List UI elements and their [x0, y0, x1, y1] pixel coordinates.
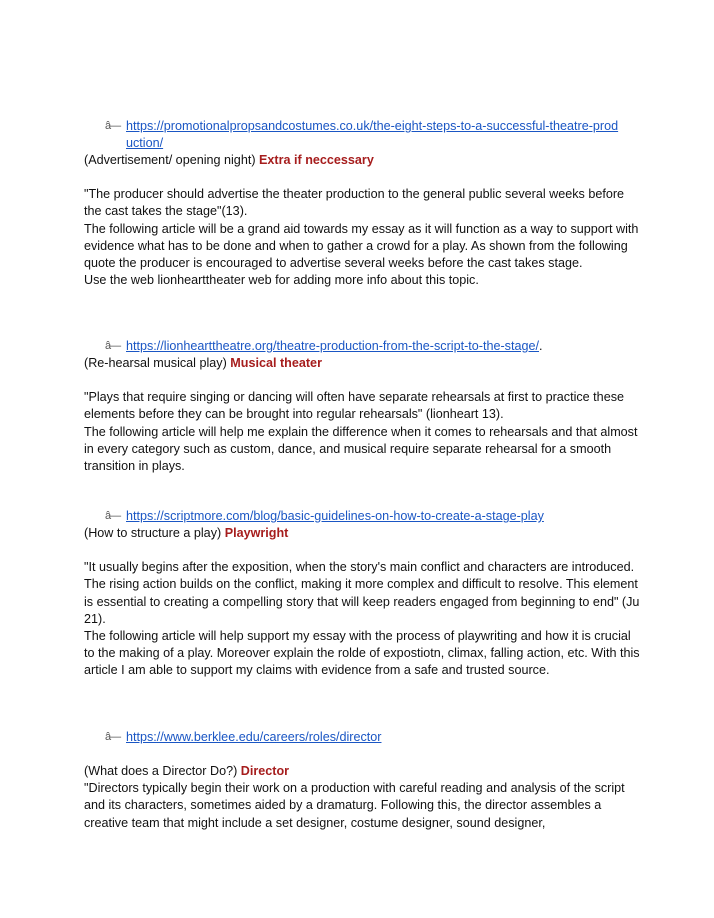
source-url-link[interactable]: https://www.berklee.edu/careers/roles/director: [126, 730, 382, 744]
topic-text: (What does a Director Do?): [84, 764, 241, 778]
url-tail: .: [539, 339, 543, 353]
source-link-line: [84, 338, 644, 355]
quote-text: "Directors typically begin their work on a production with careful reading and analysis of the script and its characters, sometimes aided by a dramaturg. Following this, the director assembles a creative team that might include a set designer, costume designer, sound designer,: [84, 781, 625, 830]
bullet-glyph: â—: [105, 340, 121, 352]
source-link-line: [84, 508, 644, 525]
topic-text: (How to structure a play): [84, 526, 225, 540]
quote-text: "The producer should advertise the theater production to the general public several weeks before the cast takes the stage"(13).: [84, 187, 625, 219]
source-url-link[interactable]: https://lionhearttheatre.org/theatre-production-from-the-script-to-the-stage/: [126, 339, 539, 353]
topic-keyword: Extra if neccessary: [259, 153, 374, 167]
topic-line: [84, 763, 644, 780]
topic-text: (Re-hearsal musical play): [84, 356, 231, 370]
quote-text: "Plays that require singing or dancing will often have separate rehearsals at first to practice these elements before they can be brought into regular rehearsals" (lionheart 13).: [84, 390, 624, 422]
source-url-link[interactable]: https://scriptmore.com/blog/basic-guidelines-on-how-to-create-a-stage-play: [126, 509, 544, 523]
extra-note: Use the web lionhearttheater web for adding more info about this topic.: [84, 273, 479, 288]
topic-line: [84, 355, 644, 372]
source-entry-4: [84, 729, 644, 832]
quote-text: "It usually begins after the exposition, when the story's main conflict and characters are introduced. The rising action builds on the conflict, making it more complex and difficult to resolve. This element is essential to creating a compelling story that will keep readers engaged from beginning to end" (Ju 21).: [84, 560, 640, 626]
bullet-glyph: â—: [105, 510, 121, 522]
topic-keyword: Playwright: [224, 526, 289, 540]
commentary-text: The following article will be a grand aid towards my essay as it will function as a way to support with evidence what has to be done and when to gather a crowd for a play. As shown from the following quote the producer is encouraged to advertise several weeks before the cast takes stage.: [84, 221, 639, 271]
source-link-line: [84, 729, 644, 746]
topic-line: [84, 525, 644, 542]
topic-keyword: Director: [240, 764, 290, 778]
topic-keyword: Musical theater: [230, 356, 322, 370]
source-entry-2: [84, 338, 644, 475]
commentary-text: The following article will help support my essay with the process of playwriting and how it is crucial to the making of a play. Moreover explain the rolde of expostiotn, climax, falling action, etc. With this article I am able to support my claims with evidence from a safe and trusted source.: [84, 629, 640, 678]
commentary-text: The following article will help me explain the difference when it comes to rehearsals and that almost in every category such as custom, dance, and musical require separate rehearsal for a smooth transition in plays.: [84, 424, 638, 474]
source-link-line: [84, 118, 644, 152]
source-entry-1: [84, 118, 644, 289]
bullet-glyph: â—: [105, 731, 121, 743]
source-url-link[interactable]: https://promotionalpropsandcostumes.co.uk/the-eight-steps-to-a-successful-theatre-prod uction/: [126, 119, 619, 150]
source-entry-3: [84, 508, 644, 680]
topic-line: [84, 152, 644, 169]
topic-text: (Advertisement/ opening night): [84, 153, 260, 167]
bullet-glyph: â—: [105, 120, 121, 132]
